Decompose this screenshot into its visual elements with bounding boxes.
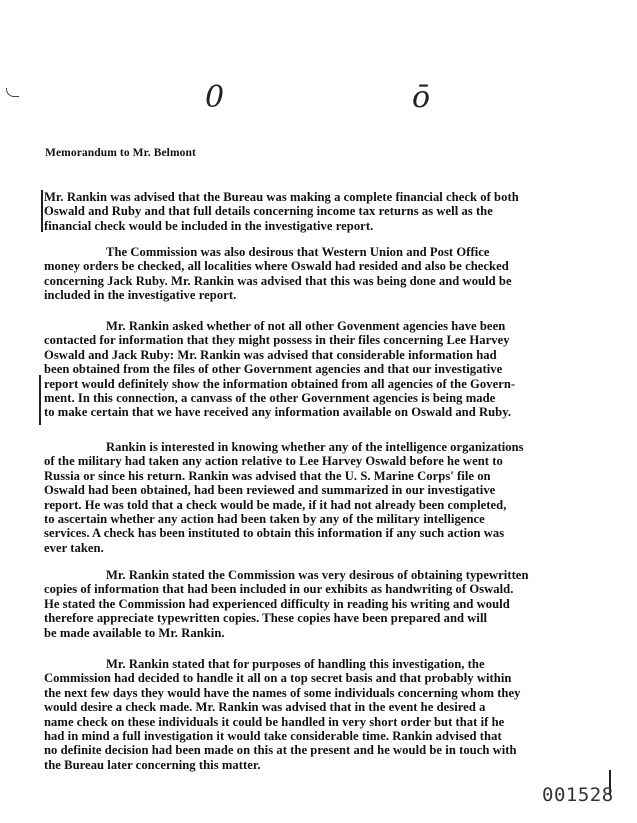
text-line: financial check would be included in the investigative report. [44, 218, 374, 233]
text-line: Mr. Rankin asked whether of not all other Govenment agencies have been [106, 319, 506, 333]
text-line: Mr. Rankin stated the Commission was very desirous of obtaining typewritten [106, 568, 529, 582]
paragraph-top-secret-basis [44, 657, 604, 772]
text-line: Mr. Rankin stated that for purposes of handling this investigation, the [106, 657, 485, 671]
text-line: therefore appreciate typewritten copies. These copies have been prepared and will [44, 611, 488, 626]
paragraph-financial-check [44, 190, 604, 233]
text-line: the Bureau later concerning this matter. [44, 757, 261, 772]
text-line: included in the investigative report. [44, 288, 237, 303]
text-line: contacted for information that they might possess in their files concerning Lee Harvey [44, 333, 510, 348]
text-line: of the military had taken any action relative to Lee Harvey Oswald before he went to [44, 454, 503, 469]
text-line: to ascertain whether any action had been taken by any of the military intelligence [44, 512, 485, 527]
paragraph-money-orders [44, 245, 604, 303]
text-line: ever taken. [44, 540, 104, 555]
text-line: had in mind a full investigation it would take considerable time. Rankin advised that [44, 729, 502, 744]
text-line: Mr. Rankin was advised that the Bureau was making a complete financial check of both [44, 190, 519, 204]
text-line: would desire a check made. Mr. Rankin was advised that in the event he desired a [44, 700, 486, 715]
text-line: to make certain that we have received any information available on Oswald and Ruby. [44, 405, 512, 420]
paragraph-typewritten-copies [44, 568, 604, 640]
paragraph-military-intelligence [44, 440, 604, 555]
text-line: report would definitely show the information obtained from all agencies of the Govern- [44, 376, 516, 391]
text-line: Rankin is interested in knowing whether any of the intelligence organizations [106, 440, 524, 454]
text-line: services. A check has been instituted to obtain this information if any such action was [44, 526, 505, 541]
handwritten-mark-left: 0 [205, 80, 225, 115]
handwritten-mark-right: ō [412, 80, 431, 115]
text-line: Commission had decided to handle it all on a top secret basis and that probably within [44, 671, 512, 686]
text-line: no definite decision had been made on this at the present and he would be in touch with [44, 743, 517, 758]
text-line: the next few days they would have the names of some individuals concerning whom they [44, 685, 521, 700]
margin-tick-mark [6, 88, 19, 97]
text-line: copies of information that had been included in our exhibits as handwriting of Oswald. [44, 582, 514, 597]
text-line: be made available to Mr. Rankin. [44, 625, 225, 640]
text-line: Russia or since his return. Rankin was advised that the U. S. Marine Corps' file on [44, 468, 491, 483]
text-line: money orders be checked, all localities where Oswald had resided and also be checked [44, 259, 509, 274]
text-line: Oswald and Jack Ruby: Mr. Rankin was advised that considerable information had [44, 347, 497, 362]
margin-bracket [41, 190, 43, 232]
text-line: name check on these individuals it could be handled in very short order but that if he [44, 714, 505, 729]
paragraph-government-agencies [44, 319, 604, 420]
text-line: Oswald had been obtained, had been reviewed and summarized in our investigative [44, 483, 496, 498]
text-line: Oswald and Ruby and that full details concerning income tax returns as well as the [44, 204, 493, 219]
text-line: ment. In this connection, a canvass of the other Government agencies is being made [44, 391, 496, 406]
page-number: 001528 [542, 784, 614, 806]
text-line: concerning Jack Ruby. Mr. Rankin was advised that this was being done and would be [44, 273, 512, 288]
text-line: He stated the Commission had experienced difficulty in reading his writing and would [44, 596, 510, 611]
text-line: been obtained from the files of other Government agencies and that our investigative [44, 362, 503, 377]
margin-bracket [39, 375, 41, 425]
memo-header: Memorandum to Mr. Belmont [45, 147, 196, 159]
text-line: The Commission was also desirous that Western Union and Post Office [106, 245, 490, 259]
text-line: report. He was told that a check would be made, if it had not already been completed, [44, 497, 507, 512]
